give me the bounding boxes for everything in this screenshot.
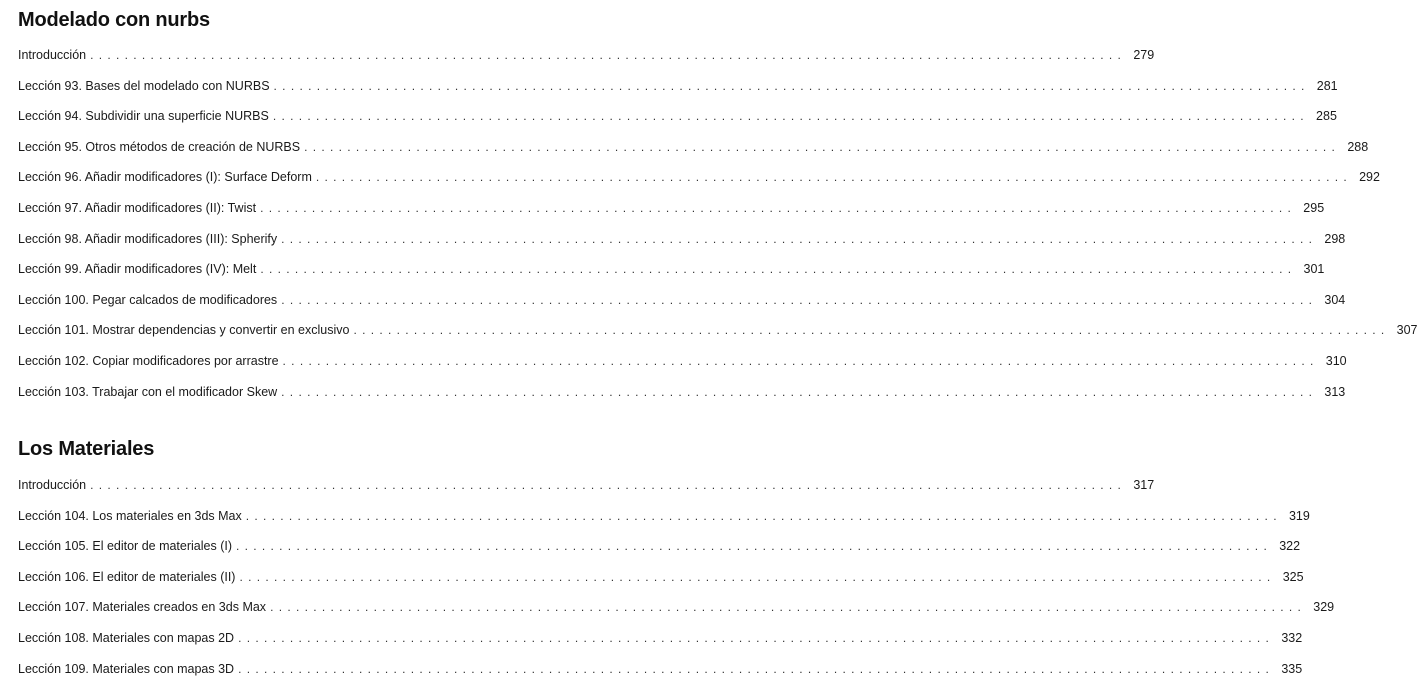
- toc-entry-page-number: 319: [1282, 507, 1310, 525]
- dot-leader: ........................................................................................................................: [273, 78, 1310, 93]
- dot-leader: ........................................................................................................................: [236, 539, 1273, 554]
- dot-leader: ........................................................................................................................: [353, 323, 1390, 338]
- dot-leader: ........................................................................................................................: [281, 384, 1318, 399]
- toc-entry-page-number: 288: [1340, 138, 1368, 156]
- toc-entry[interactable]: [18, 321, 1418, 339]
- toc-entry-title: Lección 94. Subdividir una superficie NURBS: [18, 107, 273, 125]
- dot-leader: ........................................................................................................................: [238, 631, 1275, 645]
- toc-entry[interactable]: [18, 660, 1303, 678]
- dot-leader: ........................................................................................................................: [90, 478, 1127, 492]
- toc-entry-page-number: 298: [1317, 230, 1345, 248]
- toc-entry-title: Lección 107. Materiales creados en 3ds Max: [18, 598, 270, 616]
- toc-entry[interactable]: [18, 230, 1346, 248]
- toc-entry[interactable]: [18, 260, 1325, 278]
- toc-entry[interactable]: [18, 199, 1325, 217]
- toc-entry-page-number: 295: [1296, 199, 1324, 217]
- toc-entry-title: Lección 106. El editor de materiales (II): [18, 568, 239, 586]
- dot-leader: ........................................................................................................................: [260, 201, 1297, 215]
- toc-entry[interactable]: [18, 629, 1303, 647]
- toc-entry-title: Lección 100. Pegar calcados de modificadores: [18, 291, 281, 309]
- dot-leader: ........................................................................................................................: [304, 139, 1341, 154]
- toc-entry-page-number: 292: [1352, 168, 1380, 186]
- dot-leader: ........................................................................................................................: [282, 354, 1319, 368]
- toc-entry-title: Lección 105. El editor de materiales (I): [18, 537, 236, 555]
- toc-entry-page-number: 310: [1319, 352, 1347, 370]
- toc-entry-title: Lección 104. Los materiales en 3ds Max: [18, 507, 246, 525]
- toc-entry-title: Lección 102. Copiar modificadores por arrastre: [18, 352, 283, 370]
- toc-entry-page-number: 313: [1317, 383, 1345, 401]
- toc-entry-title: Lección 109. Materiales con mapas 3D: [18, 660, 238, 678]
- toc-entry-title: Lección 103. Trabajar con el modificador Skew: [18, 383, 281, 401]
- toc-entry-title: Lección 95. Otros métodos de creación de NURBS: [18, 138, 304, 156]
- toc-entry[interactable]: [18, 537, 1301, 555]
- toc-entry-page-number: 301: [1296, 260, 1324, 278]
- toc-entry-page-number: 332: [1274, 629, 1302, 647]
- toc-entry[interactable]: [18, 46, 1155, 64]
- toc-entry-title: Lección 98. Añadir modificadores (III): Spherify: [18, 230, 281, 248]
- toc-entry-title: Lección 101. Mostrar dependencias y convertir en exclusivo: [18, 321, 353, 339]
- toc-entry[interactable]: [18, 107, 1337, 125]
- toc-entry-page-number: 329: [1306, 598, 1334, 616]
- toc-entry-page-number: 307: [1390, 321, 1418, 339]
- toc-entry[interactable]: [18, 138, 1369, 156]
- toc-entry-title: Lección 108. Materiales con mapas 2D: [18, 629, 238, 647]
- toc-entry[interactable]: [18, 291, 1346, 309]
- dot-leader: ........................................................................................................................: [315, 170, 1352, 185]
- dot-leader: ........................................................................................................................: [281, 292, 1318, 307]
- toc-entry-page-number: 285: [1309, 107, 1337, 125]
- section-title: Los Materiales: [18, 438, 155, 460]
- toc-entry-page-number: 317: [1126, 476, 1154, 494]
- toc-entry[interactable]: [18, 568, 1304, 586]
- toc-entry[interactable]: [18, 77, 1338, 95]
- toc-entry-title: Lección 93. Bases del modelado con NURBS: [18, 77, 274, 95]
- toc-entry-page-number: 279: [1126, 46, 1154, 64]
- dot-leader: ........................................................................................................................: [245, 508, 1282, 523]
- dot-leader: ........................................................................................................................: [238, 661, 1275, 676]
- toc-entry-page-number: 335: [1274, 660, 1302, 678]
- dot-leader: ........................................................................................................................: [272, 109, 1309, 124]
- dot-leader: ........................................................................................................................: [270, 600, 1307, 615]
- toc-entry[interactable]: [18, 507, 1310, 525]
- toc-entry-title: Lección 96. Añadir modificadores (I): Surface Deform: [18, 168, 316, 186]
- section-title: Modelado con nurbs: [18, 9, 210, 31]
- toc-entry-title: Introducción: [18, 476, 90, 494]
- dot-leader: ........................................................................................................................: [281, 231, 1318, 246]
- toc-entry-title: Lección 99. Añadir modificadores (IV): Melt: [18, 260, 260, 278]
- toc-entry-page-number: 304: [1317, 291, 1345, 309]
- toc-entry-page-number: 325: [1276, 568, 1304, 586]
- toc-entry[interactable]: [18, 476, 1155, 494]
- toc-entry-page-number: 322: [1272, 537, 1300, 555]
- toc-entry[interactable]: [18, 383, 1346, 401]
- toc-entry-title: Introducción: [18, 46, 90, 64]
- toc-entry[interactable]: [18, 598, 1335, 616]
- dot-leader: ........................................................................................................................: [260, 262, 1297, 277]
- toc-entry[interactable]: [18, 168, 1380, 186]
- toc-entry-title: Lección 97. Añadir modificadores (II): Twist: [18, 199, 260, 217]
- dot-leader: ........................................................................................................................: [90, 48, 1127, 62]
- dot-leader: ........................................................................................................................: [239, 569, 1276, 584]
- toc-entry[interactable]: [18, 352, 1347, 370]
- toc-entry-page-number: 281: [1310, 77, 1338, 95]
